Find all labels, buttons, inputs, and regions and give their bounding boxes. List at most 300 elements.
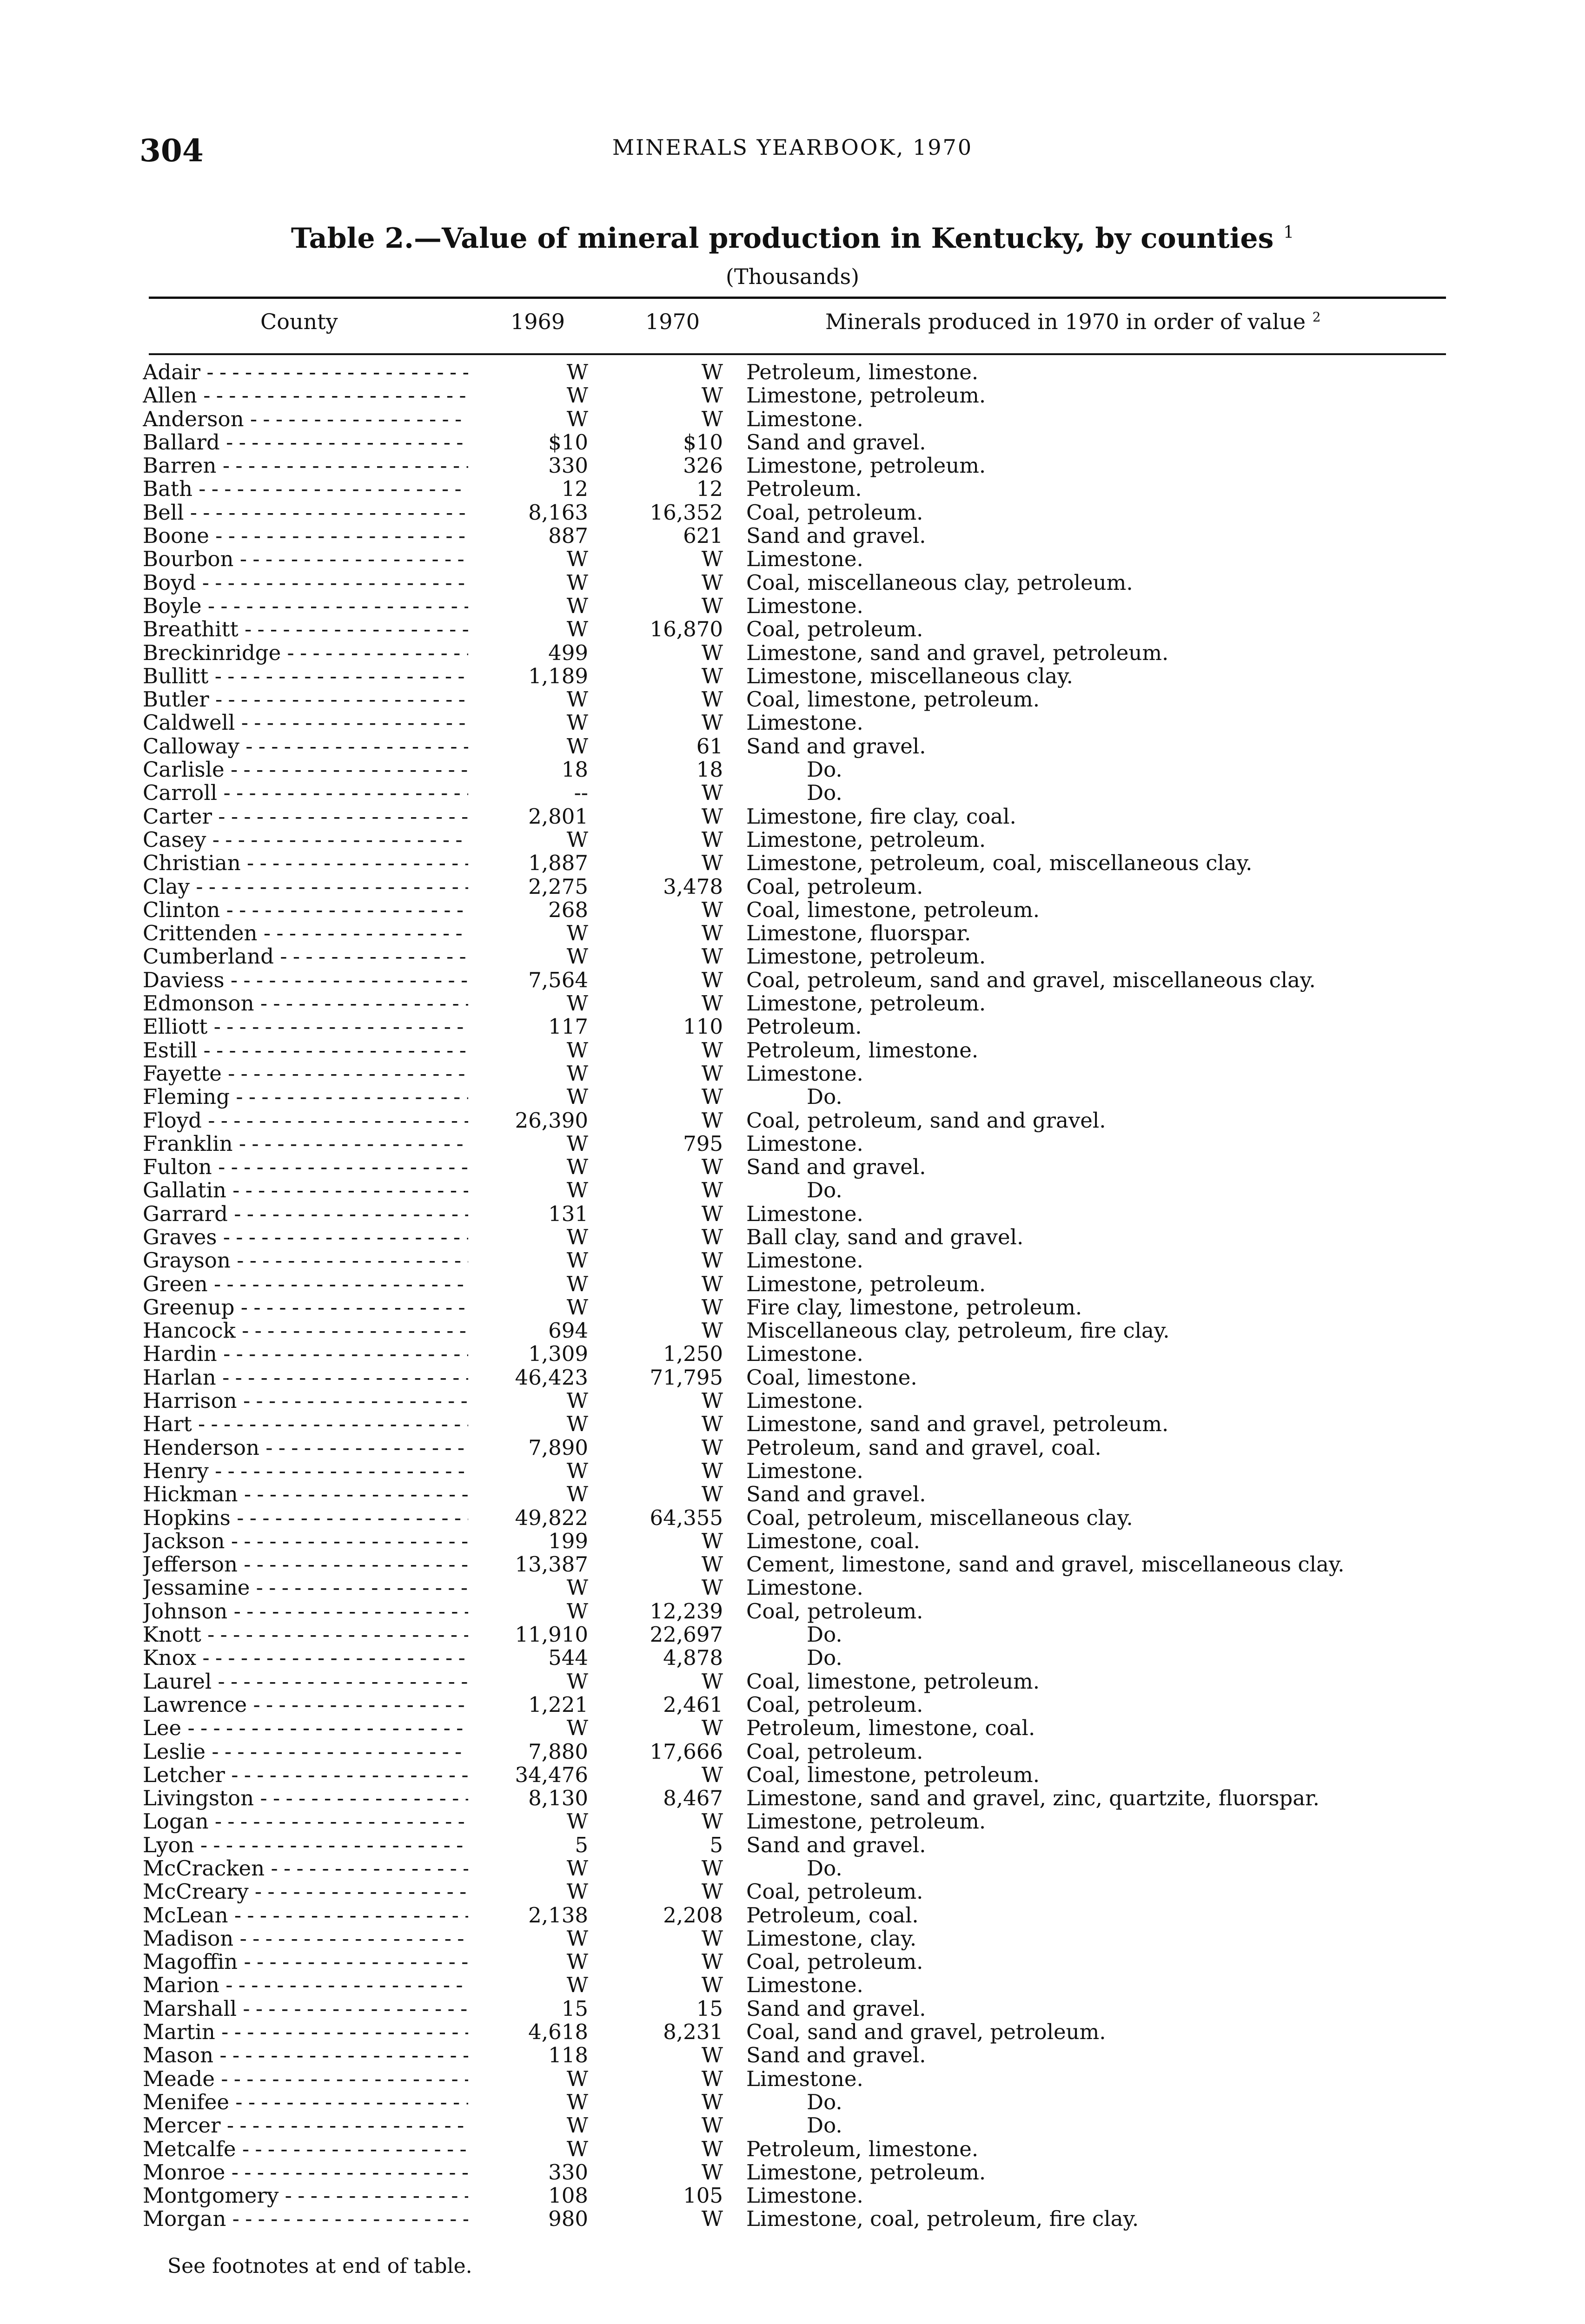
value-1969-cell: 7,880	[528, 1739, 588, 1764]
value-1970-cell: W	[701, 1201, 723, 1226]
county-cell: Morgan - - -	[143, 2207, 468, 2231]
county-cell: Jackson - - -	[143, 1530, 468, 1553]
value-1969-cell: 108	[548, 2183, 588, 2208]
county-cell: Leslie - - -	[143, 1740, 468, 1763]
value-1969-cell: 34,476	[515, 1762, 588, 1787]
table-row	[0, 1927, 1585, 1950]
value-1969-cell: 1,309	[528, 1341, 588, 1367]
minerals-cell: Coal, limestone, petroleum.	[746, 1669, 1040, 1694]
table-row	[0, 548, 1585, 571]
value-1970-cell: W	[701, 1061, 723, 1086]
value-1970-cell: 8,231	[663, 2020, 723, 2045]
county-cell: Menifee - - -	[143, 2091, 468, 2114]
minerals-cell: Coal, petroleum.	[746, 1598, 923, 1624]
table-row	[0, 1483, 1585, 1506]
minerals-cell: Do.	[807, 780, 842, 805]
county-cell: Montgomery - - -	[143, 2184, 468, 2207]
minerals-cell: Limestone.	[746, 1973, 863, 1998]
table-row	[0, 1226, 1585, 1249]
value-1969-cell: W	[566, 1294, 588, 1320]
table-row	[0, 1039, 1585, 1062]
minerals-cell: Limestone.	[746, 1201, 863, 1226]
value-1970-cell: W	[701, 2136, 723, 2161]
table-row	[0, 1296, 1585, 1319]
column-header-footnote-mark: 2	[1312, 309, 1321, 325]
value-1969-cell: 11,910	[515, 1622, 588, 1647]
value-1969-cell: W	[566, 1598, 588, 1624]
county-cell: Christian - - -	[143, 852, 468, 875]
value-1970-cell: W	[701, 1388, 723, 1413]
value-1970-cell: 12	[696, 476, 723, 502]
minerals-cell: Limestone, coal.	[746, 1528, 920, 1553]
value-1969-cell: W	[566, 1716, 588, 1741]
table-header-rule	[149, 353, 1446, 355]
value-1970-cell: W	[701, 1949, 723, 1974]
value-1969-cell: W	[566, 1061, 588, 1086]
county-cell: Franklin - - -	[143, 1132, 468, 1155]
county-cell: Lawrence - - -	[143, 1693, 468, 1717]
county-cell: Knott - - -	[143, 1623, 468, 1646]
table-row	[0, 688, 1585, 711]
value-1970-cell: $10	[683, 429, 723, 455]
minerals-cell: Petroleum, coal.	[746, 1902, 919, 1928]
table-row	[0, 828, 1585, 852]
minerals-cell: Sand and gravel.	[746, 733, 926, 759]
minerals-cell: Limestone, sand and gravel, petroleum.	[746, 1412, 1169, 1437]
county-cell: Boyle - - -	[143, 594, 468, 618]
table-row	[0, 875, 1585, 898]
table-row	[0, 2184, 1585, 2207]
value-1969-cell: --	[574, 780, 588, 805]
table-row	[0, 735, 1585, 758]
county-cell: Livingston - - -	[143, 1787, 468, 1810]
table-title-footnote-mark: 1	[1283, 223, 1294, 242]
table-row	[0, 1273, 1585, 1296]
minerals-cell: Limestone.	[746, 593, 863, 618]
county-cell: Jessamine - - -	[143, 1576, 468, 1599]
county-cell: Ballard - - -	[143, 431, 468, 454]
table-row	[0, 1062, 1585, 1085]
table-top-rule	[149, 297, 1446, 299]
value-1969-cell: 5	[575, 1832, 588, 1857]
value-1970-cell: 17,666	[650, 1739, 723, 1764]
table-row	[0, 1787, 1585, 1810]
value-1970-cell: W	[701, 1926, 723, 1951]
minerals-cell: Miscellaneous clay, petroleum, fire clay.	[746, 1318, 1170, 1343]
county-cell: Logan - - -	[143, 1810, 468, 1833]
table-row	[0, 1834, 1585, 1857]
table-row	[0, 945, 1585, 968]
minerals-cell: Limestone.	[746, 1131, 863, 1156]
county-cell: Madison - - -	[143, 1927, 468, 1950]
table-row	[0, 1670, 1585, 1693]
table-row	[0, 571, 1585, 594]
value-1969-cell: 7,564	[528, 967, 588, 992]
minerals-cell: Coal, petroleum.	[746, 1879, 923, 1904]
minerals-cell: Petroleum, limestone.	[746, 2136, 979, 2161]
value-1969-cell: 18	[561, 757, 588, 782]
county-cell: Anderson - - -	[143, 408, 468, 431]
value-1969-cell: 131	[548, 1201, 588, 1226]
value-1970-cell: W	[701, 1669, 723, 1694]
county-cell: Mercer - - -	[143, 2114, 468, 2137]
county-cell: Harrison - - -	[143, 1389, 468, 1413]
value-1970-cell: W	[701, 1809, 723, 1834]
table-row	[0, 2044, 1585, 2067]
minerals-cell: Coal, petroleum.	[746, 500, 923, 525]
minerals-cell: Limestone, fire clay, coal.	[746, 804, 1016, 829]
minerals-cell: Limestone, petroleum.	[746, 383, 986, 408]
table-row	[0, 2020, 1585, 2044]
value-1969-cell: W	[566, 687, 588, 712]
table-row	[0, 1155, 1585, 1179]
value-1969-cell: 330	[548, 453, 588, 478]
value-1970-cell: 110	[683, 1014, 723, 1039]
table-row	[0, 1132, 1585, 1155]
county-cell: Metcalfe - - -	[143, 2138, 468, 2161]
minerals-cell: Petroleum, sand and gravel, coal.	[746, 1435, 1101, 1460]
value-1970-cell: W	[701, 2206, 723, 2232]
value-1970-cell: W	[701, 827, 723, 852]
value-1969-cell: W	[566, 383, 588, 408]
county-cell: Henry - - -	[143, 1459, 468, 1483]
value-1969-cell: 13,387	[515, 1552, 588, 1577]
value-1969-cell: 1,887	[528, 851, 588, 876]
table-row	[0, 1179, 1585, 1202]
county-cell: Hart - - -	[143, 1413, 468, 1436]
value-1969-cell: W	[566, 1131, 588, 1156]
minerals-cell: Limestone, petroleum.	[746, 1271, 986, 1296]
value-1969-cell: 1,221	[528, 1692, 588, 1717]
column-header-minerals-text: Minerals produced in 1970 in order of value	[825, 309, 1306, 334]
value-1970-cell: W	[701, 1552, 723, 1577]
table-title	[0, 222, 1585, 255]
table-row	[0, 1600, 1585, 1623]
county-cell: Boone - - -	[143, 524, 468, 548]
table-row	[0, 1109, 1585, 1132]
value-1969-cell: W	[566, 991, 588, 1016]
table-row	[0, 2067, 1585, 2091]
value-1969-cell: W	[566, 1856, 588, 1881]
table-row	[0, 618, 1585, 641]
table-row	[0, 1553, 1585, 1576]
county-cell: Edmonson - - -	[143, 992, 468, 1015]
value-1969-cell: 15	[561, 1996, 588, 2021]
minerals-cell: Sand and gravel.	[746, 429, 926, 455]
county-cell: Breckinridge - - -	[143, 641, 468, 665]
minerals-cell: Cement, limestone, sand and gravel, miscellaneous clay.	[746, 1552, 1345, 1577]
value-1970-cell: W	[701, 991, 723, 1016]
table-row	[0, 758, 1585, 781]
county-cell: Lyon - - -	[143, 1834, 468, 1857]
value-1969-cell: W	[566, 1575, 588, 1600]
value-1970-cell: W	[701, 360, 723, 384]
county-cell: Calloway - - -	[143, 735, 468, 758]
value-1969-cell: W	[566, 921, 588, 946]
value-1970-cell: W	[701, 663, 723, 688]
table-row	[0, 1506, 1585, 1530]
value-1970-cell: W	[701, 593, 723, 618]
county-cell: Mason - - -	[143, 2044, 468, 2067]
table-row	[0, 454, 1585, 477]
value-1970-cell: W	[701, 1762, 723, 1787]
county-cell: Henderson - - -	[143, 1436, 468, 1459]
table-row	[0, 2138, 1585, 2161]
value-1970-cell: 795	[683, 1131, 723, 1156]
value-1970-cell: 16,870	[650, 617, 723, 642]
value-1970-cell: 2,208	[663, 1902, 723, 1928]
value-1969-cell: W	[566, 360, 588, 384]
minerals-cell: Fire clay, limestone, petroleum.	[746, 1294, 1082, 1320]
table-subtitle: (Thousands)	[725, 264, 860, 289]
county-cell: Knox - - -	[143, 1646, 468, 1670]
value-1970-cell: W	[701, 406, 723, 431]
county-cell: Allen - - -	[143, 384, 468, 407]
minerals-cell: Do.	[807, 1622, 842, 1647]
county-cell: Clinton - - -	[143, 898, 468, 922]
value-1970-cell: W	[701, 2043, 723, 2068]
table-row	[0, 2114, 1585, 2137]
value-1970-cell: 61	[696, 733, 723, 759]
county-cell: McCreary - - -	[143, 1880, 468, 1903]
value-1969-cell: 1,189	[528, 663, 588, 688]
value-1969-cell: W	[566, 1973, 588, 1998]
value-1970-cell: 71,795	[650, 1365, 723, 1390]
table-row	[0, 2091, 1585, 2114]
value-1969-cell: W	[566, 1084, 588, 1109]
value-1969-cell: W	[566, 1248, 588, 1273]
minerals-cell: Coal, limestone.	[746, 1365, 917, 1390]
minerals-cell: Limestone, petroleum.	[746, 453, 986, 478]
county-cell: Bourbon - - -	[143, 548, 468, 571]
value-1970-cell: 326	[683, 453, 723, 478]
table-row	[0, 1904, 1585, 1927]
value-1970-cell: W	[701, 897, 723, 922]
county-cell: Hardin - - -	[143, 1342, 468, 1366]
value-1970-cell: W	[701, 1412, 723, 1437]
value-1970-cell: W	[701, 2159, 723, 2185]
value-1970-cell: 12,239	[650, 1598, 723, 1624]
minerals-cell: Petroleum, limestone, coal.	[746, 1716, 1035, 1741]
value-1970-cell: W	[701, 1318, 723, 1343]
table-row	[0, 1763, 1585, 1787]
value-1970-cell: W	[701, 383, 723, 408]
value-1970-cell: 2,461	[663, 1692, 723, 1717]
table-row	[0, 594, 1585, 618]
county-cell: Barren - - -	[143, 454, 468, 477]
value-1970-cell: W	[701, 780, 723, 805]
value-1970-cell: W	[701, 570, 723, 595]
column-header-1970: 1970	[645, 309, 700, 334]
value-1969-cell: 499	[548, 640, 588, 665]
minerals-cell: Coal, limestone, petroleum.	[746, 897, 1040, 922]
value-1969-cell: W	[566, 1669, 588, 1694]
county-cell: McLean - - -	[143, 1904, 468, 1927]
county-cell: Greenup - - -	[143, 1296, 468, 1319]
county-cell: McCracken - - -	[143, 1857, 468, 1880]
table-title-text: Table 2.—Value of mineral production in Kentucky, by counties	[291, 222, 1274, 255]
table-row	[0, 2207, 1585, 2231]
table-row	[0, 361, 1585, 384]
minerals-cell: Limestone.	[746, 1248, 863, 1273]
county-cell: Hickman - - -	[143, 1483, 468, 1506]
county-cell: Clay - - -	[143, 875, 468, 898]
table-row	[0, 922, 1585, 945]
value-1970-cell: 5	[710, 1832, 723, 1857]
value-1970-cell: 4,878	[663, 1645, 723, 1670]
table-row	[0, 524, 1585, 548]
value-1969-cell: 8,130	[528, 1786, 588, 1811]
value-1969-cell: W	[566, 1482, 588, 1507]
county-cell: Carroll - - -	[143, 781, 468, 805]
value-1970-cell: W	[701, 1271, 723, 1296]
value-1970-cell: W	[701, 1084, 723, 1109]
table-row	[0, 1717, 1585, 1740]
table-row	[0, 969, 1585, 992]
value-1969-cell: 2,138	[528, 1902, 588, 1928]
value-1970-cell: W	[701, 1528, 723, 1553]
county-cell: Laurel - - -	[143, 1670, 468, 1693]
minerals-cell: Limestone.	[746, 406, 863, 431]
value-1970-cell: W	[701, 1108, 723, 1133]
county-cell: Fulton - - -	[143, 1155, 468, 1179]
county-cell: Fleming - - -	[143, 1085, 468, 1109]
minerals-cell: Limestone, petroleum.	[746, 827, 986, 852]
minerals-cell: Limestone, petroleum.	[746, 2159, 986, 2185]
value-1970-cell: W	[701, 1856, 723, 1881]
value-1970-cell: W	[701, 944, 723, 969]
column-header-county: County	[260, 309, 338, 334]
minerals-cell: Do.	[807, 1084, 842, 1109]
minerals-cell: Do.	[807, 1178, 842, 1203]
value-1970-cell: 18	[696, 757, 723, 782]
running-head: MINERALS YEARBOOK, 1970	[612, 135, 973, 160]
minerals-cell: Coal, petroleum.	[746, 1692, 923, 1717]
minerals-cell: Coal, petroleum, sand and gravel.	[746, 1108, 1106, 1133]
value-1970-cell: W	[701, 1973, 723, 1998]
page-number: 304	[139, 132, 204, 169]
value-1969-cell: W	[566, 547, 588, 572]
county-cell: Caldwell - - -	[143, 711, 468, 734]
county-cell: Marshall - - -	[143, 1997, 468, 2020]
minerals-cell: Coal, petroleum, miscellaneous clay.	[746, 1505, 1133, 1530]
table-row	[0, 852, 1585, 875]
minerals-cell: Sand and gravel.	[746, 1155, 926, 1180]
table-row	[0, 2161, 1585, 2184]
value-1970-cell: W	[701, 710, 723, 735]
value-1970-cell: W	[701, 1458, 723, 1483]
value-1969-cell: W	[566, 1458, 588, 1483]
value-1969-cell: 330	[548, 2159, 588, 2185]
minerals-cell: Do.	[807, 2089, 842, 2114]
minerals-cell: Limestone, coal, petroleum, fire clay.	[746, 2206, 1139, 2232]
minerals-cell: Limestone.	[746, 2183, 863, 2208]
table-row	[0, 1436, 1585, 1459]
table-row	[0, 1413, 1585, 1436]
table-row	[0, 384, 1585, 407]
value-1969-cell: 118	[548, 2043, 588, 2068]
county-cell: Jefferson - - -	[143, 1553, 468, 1576]
table-row	[0, 1015, 1585, 1038]
minerals-cell: Sand and gravel.	[746, 2043, 926, 2068]
value-1969-cell: W	[566, 1412, 588, 1437]
table-row	[0, 1623, 1585, 1646]
county-cell: Harlan - - -	[143, 1366, 468, 1389]
value-1969-cell: 12	[561, 476, 588, 502]
value-1970-cell: 621	[683, 523, 723, 548]
value-1969-cell: W	[566, 1271, 588, 1296]
county-cell: Adair - - -	[143, 361, 468, 384]
minerals-cell: Limestone, sand and gravel, zinc, quartzite, fluorspar.	[746, 1786, 1320, 1811]
value-1969-cell: 694	[548, 1318, 588, 1343]
county-cell: Bullitt - - -	[143, 665, 468, 688]
value-1969-cell: W	[566, 1037, 588, 1063]
table-row	[0, 805, 1585, 828]
minerals-cell: Limestone.	[746, 710, 863, 735]
table-footnote: See footnotes at end of table.	[167, 2254, 472, 2278]
value-1970-cell: W	[701, 1178, 723, 1203]
value-1970-cell: W	[701, 547, 723, 572]
value-1970-cell: W	[701, 2066, 723, 2091]
minerals-cell: Limestone.	[746, 1341, 863, 1367]
table-row	[0, 641, 1585, 665]
value-1970-cell: 22,697	[650, 1622, 723, 1647]
table-row	[0, 1342, 1585, 1366]
value-1970-cell: W	[701, 1879, 723, 1904]
minerals-cell: Limestone, petroleum.	[746, 1809, 986, 1834]
value-1970-cell: W	[701, 1435, 723, 1460]
value-1969-cell: W	[566, 710, 588, 735]
minerals-cell: Petroleum, limestone.	[746, 360, 979, 384]
minerals-cell: Petroleum, limestone.	[746, 1037, 979, 1063]
value-1969-cell: W	[566, 944, 588, 969]
minerals-cell: Coal, petroleum.	[746, 874, 923, 899]
value-1970-cell: W	[701, 1716, 723, 1741]
county-cell: Hopkins - - -	[143, 1506, 468, 1530]
table-row	[0, 501, 1585, 524]
value-1970-cell: 105	[683, 2183, 723, 2208]
county-cell: Butler - - -	[143, 688, 468, 711]
value-1969-cell: W	[566, 2066, 588, 2091]
county-cell: Gallatin - - -	[143, 1179, 468, 1202]
minerals-cell: Limestone.	[746, 547, 863, 572]
table-row	[0, 1459, 1585, 1483]
value-1969-cell: W	[566, 1388, 588, 1413]
county-cell: Magoffin - - -	[143, 1950, 468, 1974]
minerals-cell: Do.	[807, 1645, 842, 1670]
table-row	[0, 711, 1585, 734]
county-cell: Carlisle - - -	[143, 758, 468, 781]
table-row	[0, 431, 1585, 454]
value-1969-cell: 4,618	[528, 2020, 588, 2045]
minerals-cell: Limestone, clay.	[746, 1926, 917, 1951]
table-row	[0, 1857, 1585, 1880]
value-1970-cell: 1,250	[663, 1341, 723, 1367]
value-1969-cell: 49,822	[515, 1505, 588, 1530]
county-cell: Carter - - -	[143, 805, 468, 828]
value-1970-cell: W	[701, 1575, 723, 1600]
value-1970-cell: W	[701, 804, 723, 829]
value-1969-cell: 7,890	[528, 1435, 588, 1460]
value-1970-cell: W	[701, 1155, 723, 1180]
value-1970-cell: W	[701, 2113, 723, 2138]
minerals-cell: Limestone, petroleum, coal, miscellaneous clay.	[746, 851, 1253, 876]
value-1969-cell: 199	[548, 1528, 588, 1553]
table-row	[0, 1974, 1585, 1997]
county-cell: Grayson - - -	[143, 1249, 468, 1272]
value-1969-cell: W	[566, 1224, 588, 1249]
value-1969-cell: W	[566, 1178, 588, 1203]
